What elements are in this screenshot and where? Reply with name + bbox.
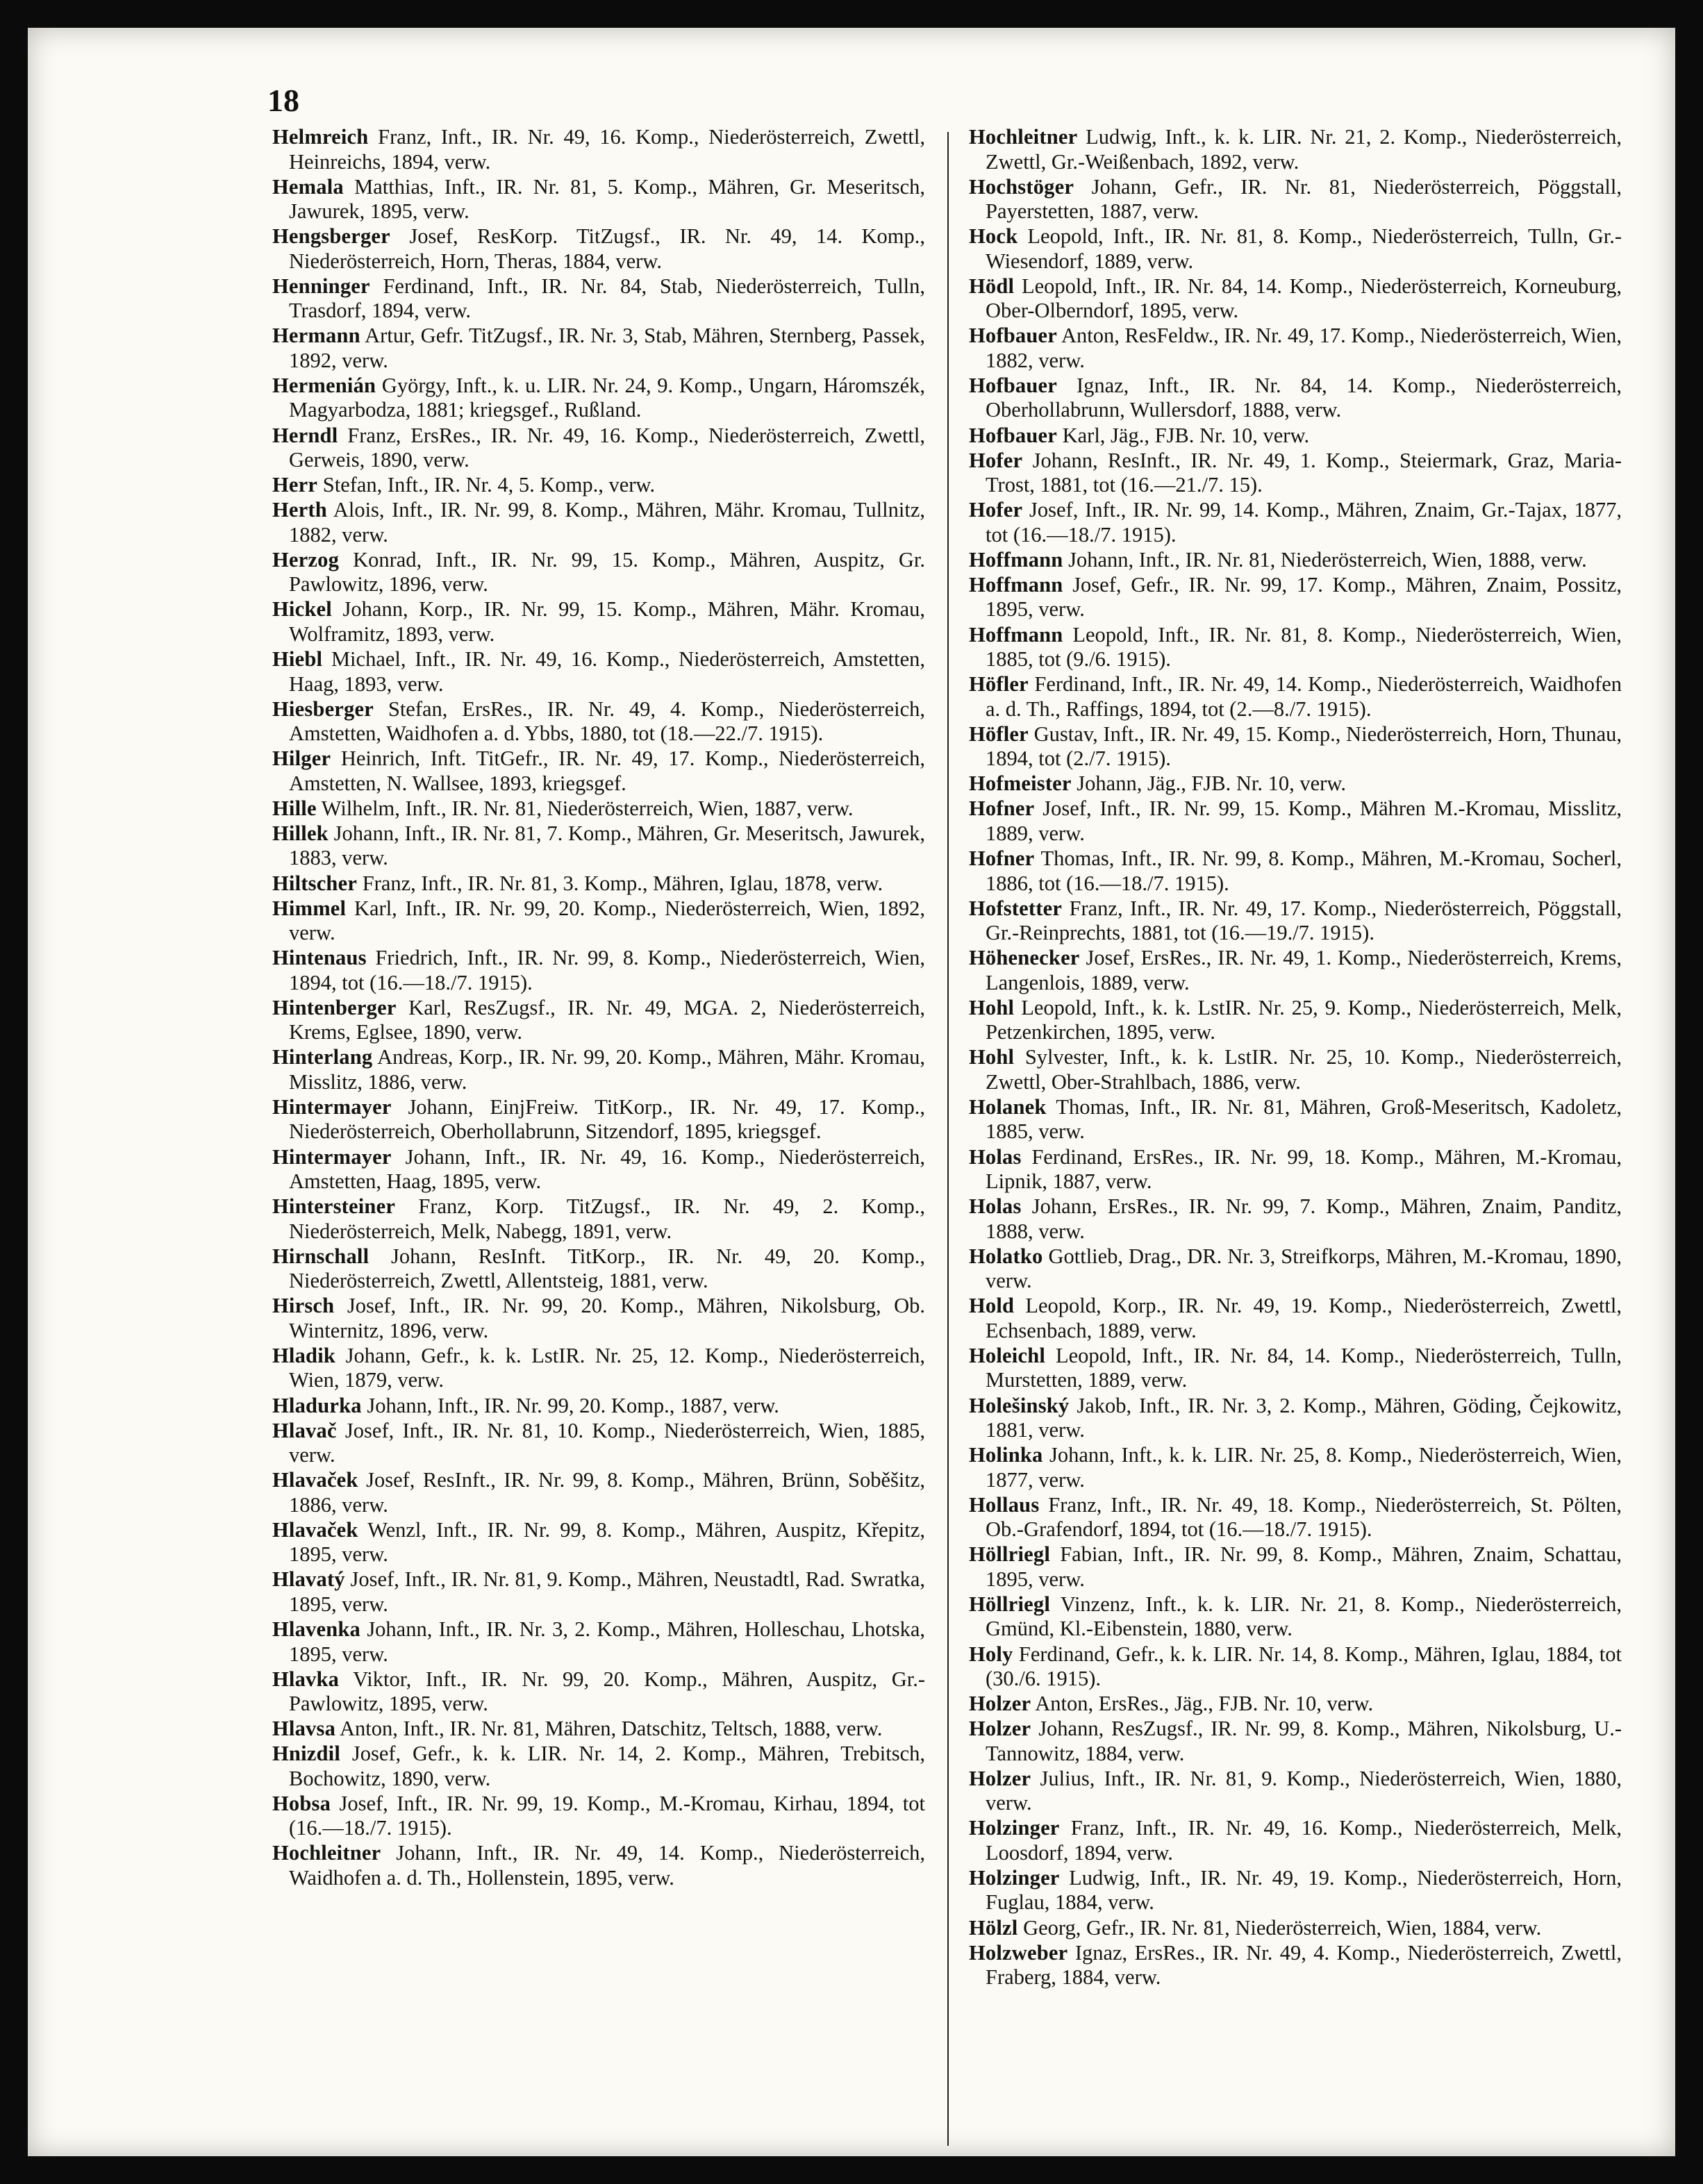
entry-name: Hödl [969, 274, 1015, 298]
entry-details: Stefan, ErsRes., IR. Nr. 49, 4. Komp., Niederösterreich, Amstetten, Waidhofen a. d. Ybbs, 1880, tot (18.—22./7. 1915). [289, 697, 925, 746]
entry [272, 747, 925, 796]
entry-name: Holzinger [969, 1816, 1060, 1840]
entry-details: Franz, Inft., IR. Nr. 49, 16. Komp., Niederösterreich, Melk, Loosdorf, 1894, verw. [986, 1816, 1622, 1865]
entry [969, 175, 1622, 224]
entry-details: Konrad, Inft., IR. Nr. 99, 15. Komp., Mähren, Auspitz, Gr. Pawlowitz, 1896, verw. [289, 547, 925, 597]
entry-name: Himmel [272, 896, 347, 920]
entry [272, 1194, 925, 1244]
entry-name: Hengsberger [272, 224, 390, 249]
entry-name: Höllriegl [969, 1592, 1050, 1616]
column-divider [947, 132, 949, 2146]
entry-details: Viktor, Inft., IR. Nr. 99, 20. Komp., Mähren, Auspitz, Gr.-Pawlowitz, 1895, verw. [289, 1667, 925, 1716]
entry-name: Hobsa [272, 1791, 331, 1815]
entry-details: Karl, Inft., IR. Nr. 99, 20. Komp., Niederösterreich, Wien, 1892, verw. [289, 896, 926, 945]
entry-details: Ludwig, Inft., k. k. LIR. Nr. 21, 2. Komp., Niederösterreich, Zwettl, Gr.-Weißenbach, 1892, verw. [986, 125, 1622, 174]
entry-details: Friedrich, Inft., IR. Nr. 99, 8. Komp., Niederösterreich, Wien, 1894, tot (16.—18./7. 1915). [289, 946, 926, 994]
entry-details: Franz, ErsRes., IR. Nr. 49, 16. Komp., Niederösterreich, Zwettl, Gerweis, 1890, verw. [289, 423, 925, 472]
entry-name: Hollaus [969, 1492, 1040, 1517]
entry-name: Holy [969, 1642, 1013, 1666]
entry-details: Johann, Korp., IR. Nr. 99, 15. Komp., Mähren, Mähr. Kromau, Wolframitz, 1893, verw. [289, 597, 926, 646]
entry [969, 1816, 1622, 1865]
entry-name: Hlavaček [272, 1468, 358, 1492]
entry-details: Johann, ErsRes., IR. Nr. 99, 7. Komp., Mähren, Znaim, Panditz, 1888, verw. [986, 1194, 1622, 1243]
entry-details: Johann, ResInft. TitKorp., IR. Nr. 49, 20. Komp., Niederösterreich, Zwettl, Allentsteig, 1881, verw. [289, 1244, 926, 1293]
document-page [28, 28, 1675, 2156]
entry-details: Johann, Inft., IR. Nr. 3, 2. Komp., Mähren, Holleschau, Lhotska, 1895, verw. [289, 1617, 925, 1666]
entry-name: Hintermayer [272, 1144, 392, 1169]
entry-name: Hickel [272, 597, 332, 622]
entry [272, 1567, 925, 1617]
entry [272, 1518, 925, 1567]
entry-name: Hölzl [969, 1915, 1018, 1940]
entry [272, 473, 925, 498]
entry-details: Julius, Inft., IR. Nr. 81, 9. Komp., Niederösterreich, Wien, 1880, verw. [986, 1766, 1622, 1815]
entry-name: Henninger [272, 274, 370, 298]
entry-details: Johann, Gefr., k. k. LstIR. Nr. 25, 12. Komp., Niederösterreich, Wien, 1879, verw. [289, 1343, 925, 1392]
entry [969, 1717, 1622, 1766]
entry-details: Josef, Inft., IR. Nr. 99, 14. Komp., Mähren, Znaim, Gr.-Tajax, 1877, tot (16.—18./7. 1915). [986, 498, 1622, 547]
entry-name: Hofstetter [969, 896, 1063, 920]
entry [272, 822, 925, 871]
entry [272, 1667, 925, 1717]
entry-name: Hofbauer [969, 373, 1057, 397]
entry-details: Ferdinand, Inft., IR. Nr. 49, 14. Komp., Niederösterreich, Waidhofen a. d. Th., Raffings, 1894, tot (2.—8./7. 1915). [986, 672, 1622, 721]
entry [272, 1792, 925, 1841]
entry-details: Josef, Gefr., IR. Nr. 99, 17. Komp., Mähren, Znaim, Possitz, 1895, verw. [986, 572, 1622, 622]
entry [969, 847, 1622, 896]
entry [272, 1294, 925, 1343]
entry [969, 1767, 1622, 1816]
entry [272, 697, 925, 747]
entry-details: Sylvester, Inft., k. k. LstIR. Nr. 25, 10. Komp., Niederösterreich, Zwettl, Ober-Strahlbach, 1886, verw. [986, 1045, 1622, 1094]
entry-details: Ferdinand, Gefr., k. k. LIR. Nr. 14, 8. Komp., Mähren, Iglau, 1884, tot (30./6. 1915). [986, 1642, 1622, 1690]
entry-name: Holas [969, 1194, 1022, 1219]
entry [272, 1717, 925, 1742]
entry-details: Josef, Inft., IR. Nr. 81, 9. Komp., Mähren, Neustadtl, Rad. Swratka, 1895, verw. [289, 1567, 925, 1616]
entry-details: Josef, Inft., IR. Nr. 99, 15. Komp., Mähren M.-Kromau, Misslitz, 1889, verw. [986, 797, 1622, 845]
entry [969, 1394, 1622, 1443]
entry-details: György, Inft., k. u. LIR. Nr. 24, 9. Komp., Ungarn, Háromszék, Magyarbodza, 1881; kriegsgef., Rußland. [289, 373, 925, 422]
entry-name: Höhenecker [969, 946, 1080, 970]
entry [969, 1642, 1622, 1692]
entry-details: Karl, Jäg., FJB. Nr. 10, verw. [1062, 423, 1310, 447]
entry-details: Franz, Inft., IR. Nr. 81, 3. Komp., Mähren, Iglau, 1878, verw. [362, 871, 883, 895]
entry-name: Hohl [969, 995, 1015, 1019]
entry [272, 797, 925, 822]
entry-details: Vinzenz, Inft., k. k. LIR. Nr. 21, 8. Komp., Niederösterreich, Gmünd, Kl.-Eibenstein, 1880, verw. [986, 1592, 1622, 1641]
entry [969, 946, 1622, 995]
right-column [969, 125, 1622, 1990]
entry-name: Hofner [969, 797, 1035, 821]
entry [969, 125, 1622, 174]
entry [272, 1095, 925, 1144]
entry [272, 274, 925, 324]
entry-details: Franz, Inft., IR. Nr. 49, 18. Komp., Niederösterreich, St. Pölten, Ob.-Grafendorf, 1894, tot (16.—18./7. 1915). [986, 1492, 1622, 1542]
entry-name: Helmreich [272, 125, 369, 149]
entry-details: Johann, Gefr., IR. Nr. 81, Niederösterreich, Pöggstall, Payerstetten, 1887, verw. [986, 174, 1622, 224]
entry-name: Hlavač [272, 1418, 337, 1442]
entry-name: Hlavatý [272, 1567, 345, 1592]
entry-name: Hofer [969, 448, 1023, 472]
entry-details: Josef, Inft., IR. Nr. 99, 19. Komp., M.-Kromau, Kirhau, 1894, tot (16.—18./7. 1915). [289, 1791, 925, 1840]
entry [272, 946, 925, 995]
entry-details: Andreas, Korp., IR. Nr. 99, 20. Komp., Mähren, Mähr. Kromau, Misslitz, 1886, verw. [289, 1045, 925, 1094]
entry-details: Josef, Inft., IR. Nr. 99, 20. Komp., Mähren, Nikolsburg, Ob. Winternitz, 1896, verw. [289, 1294, 926, 1342]
entry [272, 1394, 925, 1419]
entry-name: Hofer [969, 498, 1023, 522]
entry-details: Fabian, Inft., IR. Nr. 99, 8. Komp., Mähren, Znaim, Schattau, 1895, verw. [986, 1542, 1622, 1591]
entry-name: Hochstöger [969, 174, 1074, 199]
entry-details: Leopold, Inft., IR. Nr. 81, 8. Komp., Niederösterreich, Wien, 1885, tot (9./6. 1915). [986, 622, 1622, 672]
entry [969, 424, 1622, 449]
entry-details: Heinrich, Inft. TitGefr., IR. Nr. 49, 17. Komp., Niederösterreich, Amstetten, N. Wallsee, 1893, kriegsgef. [289, 747, 925, 795]
entry-details: Jakob, Inft., IR. Nr. 3, 2. Komp., Mähren, Göding, Čejkowitz, 1881, verw. [986, 1393, 1622, 1442]
entry [969, 1145, 1622, 1194]
entry [272, 324, 925, 373]
entry-name: Hermann [272, 324, 360, 348]
entry-name: Hlavsa [272, 1717, 336, 1741]
entry [969, 548, 1622, 573]
entry-details: Anton, ErsRes., Jäg., FJB. Nr. 10, verw. [1035, 1692, 1374, 1716]
entry-name: Höllriegl [969, 1542, 1050, 1567]
entry [969, 573, 1622, 622]
entry [272, 647, 925, 697]
entry [969, 623, 1622, 672]
entry-name: Hirnschall [272, 1244, 369, 1268]
entry-name: Hoffmann [969, 547, 1063, 572]
entry-details: Johann, ResInft., IR. Nr. 49, 1. Komp., Steiermark, Graz, Maria-Trost, 1881, tot (16.—21./7. 15). [986, 448, 1622, 497]
entry-details: Johann, Jäg., FJB. Nr. 10, verw. [1077, 772, 1347, 796]
entry-details: Josef, Inft., IR. Nr. 81, 10. Komp., Niederösterreich, Wien, 1885, verw. [289, 1418, 925, 1467]
entry-name: Herr [272, 473, 318, 497]
entry-name: Holatko [969, 1244, 1043, 1268]
entry-details: Josef, ResKorp. TitZugsf., IR. Nr. 49, 14. Komp., Niederösterreich, Horn, Theras, 1884, verw. [289, 224, 925, 273]
entry [969, 1916, 1622, 1941]
entry [272, 548, 925, 597]
entry-details: Matthias, Inft., IR. Nr. 81, 5. Komp., Mähren, Gr. Meseritsch, Jawurek, 1895, verw. [289, 174, 926, 224]
entry [969, 1244, 1622, 1294]
entry [969, 324, 1622, 373]
entry-details: Leopold, Inft., IR. Nr. 81, 8. Komp., Niederösterreich, Tulln, Gr.-Wiesendorf, 1889, verw. [986, 224, 1622, 273]
entry [272, 1617, 925, 1667]
page-number: 18 [267, 83, 299, 118]
entry [969, 1692, 1622, 1717]
entry [272, 597, 925, 647]
entry-details: Josef, Gefr., k. k. LIR. Nr. 14, 2. Komp., Mähren, Trebitsch, Bochowitz, 1890, verw. [289, 1742, 925, 1790]
entry-details: Johann, ResZugsf., IR. Nr. 99, 8. Komp., Mähren, Nikolsburg, U.-Tannowitz, 1884, verw. [986, 1717, 1622, 1765]
entry-details: Ignaz, ErsRes., IR. Nr. 49, 4. Komp., Niederösterreich, Zwettl, Fraberg, 1884, verw. [986, 1940, 1622, 1990]
entry [272, 1419, 925, 1468]
entry [272, 1742, 925, 1791]
entry-details: Gustav, Inft., IR. Nr. 49, 15. Komp., Niederösterreich, Horn, Thunau, 1894, tot (2./7. 1915). [986, 722, 1622, 771]
entry [272, 175, 925, 224]
left-column [272, 125, 925, 1891]
entry-details: Ignaz, Inft., IR. Nr. 84, 14. Komp., Niederösterreich, Oberhollabrunn, Wullersdorf, 1888, verw. [986, 373, 1622, 422]
entry [969, 1941, 1622, 1990]
entry-details: Johann, Inft., k. k. LIR. Nr. 25, 8. Komp., Niederösterreich, Wien, 1877, verw. [986, 1443, 1622, 1492]
entry [272, 1045, 925, 1094]
entry [272, 872, 925, 897]
entry [969, 1344, 1622, 1393]
entry-details: Johann, Inft., IR. Nr. 49, 14. Komp., Niederösterreich, Waidhofen a. d. Th., Hollenstein, 1895, verw. [289, 1841, 926, 1890]
entry [272, 498, 925, 547]
entry-details: Thomas, Inft., IR. Nr. 99, 8. Komp., Mähren, M.-Kromau, Socherl, 1886, tot (16.—18./7. 1915). [986, 847, 1622, 895]
entry [969, 1493, 1622, 1542]
entry [272, 125, 925, 174]
entry-name: Hinterlang [272, 1045, 373, 1069]
entry-name: Hladik [272, 1343, 336, 1367]
entry-details: Johann, Inft., IR. Nr. 81, 7. Komp., Mähren, Gr. Meseritsch, Jawurek, 1883, verw. [289, 821, 925, 870]
entry-name: Holinka [969, 1443, 1043, 1467]
entry-details: Josef, ResInft., IR. Nr. 99, 8. Komp., Mähren, Brünn, Soběšitz, 1886, verw. [289, 1468, 925, 1517]
entry-details: Artur, Gefr. TitZugsf., IR. Nr. 3, Stab, Mähren, Sternberg, Passek, 1892, verw. [289, 324, 925, 372]
entry-details: Ferdinand, ErsRes., IR. Nr. 99, 18. Komp., Mähren, M.-Kromau, Lipnik, 1887, verw. [986, 1144, 1622, 1194]
entry [969, 1866, 1622, 1915]
entry-name: Höfler [969, 672, 1029, 697]
entry [969, 449, 1622, 498]
entry-name: Holzweber [969, 1940, 1068, 1965]
entry [969, 1045, 1622, 1094]
entry [969, 1592, 1622, 1642]
entry-name: Holešinský [969, 1393, 1070, 1417]
entry [272, 224, 925, 274]
entry-details: Leopold, Inft., IR. Nr. 84, 14. Komp., Niederösterreich, Tulln, Murstetten, 1889, verw. [986, 1343, 1622, 1392]
entry-details: Johann, EinjFreiw. TitKorp., IR. Nr. 49, 17. Komp., Niederösterreich, Oberhollabrunn, Sitzendorf, 1895, kriegsgef. [289, 1094, 925, 1144]
entry-name: Hintenberger [272, 995, 397, 1019]
entry-name: Hilger [272, 747, 331, 771]
entry-name: Hlavaček [272, 1517, 358, 1542]
entry [272, 1841, 925, 1890]
entry-name: Hermenián [272, 373, 376, 397]
entry-details: Ferdinand, Inft., IR. Nr. 84, Stab, Niederösterreich, Tulln, Trasdorf, 1894, verw. [289, 274, 926, 323]
entry-name: Hoffmann [969, 572, 1063, 597]
entry-name: Hintenaus [272, 946, 367, 970]
entry-details: Leopold, Inft., k. k. LstIR. Nr. 25, 9. Komp., Niederösterreich, Melk, Petzenkirchen, 1895, verw. [986, 995, 1622, 1044]
entry-name: Hemala [272, 174, 344, 199]
entry-name: Hohl [969, 1045, 1015, 1069]
entry [272, 996, 925, 1045]
entry-details: Wilhelm, Inft., IR. Nr. 81, Niederösterreich, Wien, 1887, verw. [321, 796, 854, 820]
entry [272, 1468, 925, 1517]
entry-details: Georg, Gefr., IR. Nr. 81, Niederösterreich, Wien, 1884, verw. [1023, 1915, 1542, 1940]
entry [969, 1095, 1622, 1144]
entry-details: Alois, Inft., IR. Nr. 99, 8. Komp., Mähren, Mähr. Kromau, Tullnitz, 1882, verw. [289, 498, 925, 547]
entry-details: Wenzl, Inft., IR. Nr. 99, 8. Komp., Mähren, Auspitz, Křepitz, 1895, verw. [289, 1517, 926, 1567]
entry-name: Hofmeister [969, 772, 1072, 796]
entry [969, 274, 1622, 324]
entry-details: Michael, Inft., IR. Nr. 49, 16. Komp., Niederösterreich, Amstetten, Haag, 1893, verw. [289, 647, 926, 696]
entry [969, 996, 1622, 1045]
entry-name: Hintersteiner [272, 1194, 396, 1219]
entry-details: Johann, Inft., IR. Nr. 49, 16. Komp., Niederösterreich, Amstetten, Haag, 1895, verw. [289, 1144, 925, 1194]
entry-name: Hiltscher [272, 871, 358, 895]
entry-name: Holeichl [969, 1343, 1046, 1367]
entry-details: Leopold, Inft., IR. Nr. 84, 14. Komp., Niederösterreich, Korneuburg, Ober-Olberndorf, 1895, verw. [986, 274, 1622, 323]
entry-name: Hlavenka [272, 1617, 361, 1641]
entry-name: Hochleitner [272, 1841, 381, 1865]
entry [272, 424, 925, 473]
entry [272, 1344, 925, 1393]
entry [969, 498, 1622, 547]
entry-details: Karl, ResZugsf., IR. Nr. 49, MGA. 2, Niederösterreich, Krems, Eglsee, 1890, verw. [289, 995, 926, 1044]
entry [969, 1194, 1622, 1244]
entry-name: Holzer [969, 1717, 1031, 1741]
entry-name: Hofbauer [969, 423, 1057, 447]
entry-details: Anton, ResFeldw., IR. Nr. 49, 17. Komp., Niederösterreich, Wien, 1882, verw. [986, 324, 1622, 372]
entry [969, 722, 1622, 772]
entry [969, 797, 1622, 846]
entry-details: Leopold, Korp., IR. Nr. 49, 19. Komp., Niederösterreich, Zwettl, Echsenbach, 1889, verw. [986, 1294, 1622, 1342]
entry-name: Hofner [969, 847, 1035, 870]
entry [272, 897, 925, 946]
entry-name: Holas [969, 1144, 1022, 1169]
entry [969, 374, 1622, 423]
entry-name: Hiesberger [272, 697, 374, 721]
entry-name: Hintermayer [272, 1094, 392, 1119]
entry-details: Ludwig, Inft., IR. Nr. 49, 19. Komp., Niederösterreich, Horn, Fuglau, 1884, verw. [986, 1865, 1622, 1915]
entry [272, 1145, 925, 1194]
entry-details: Franz, Korp. TitZugsf., IR. Nr. 49, 2. Komp., Niederösterreich, Melk, Nabegg, 1891, verw. [289, 1194, 925, 1243]
entry-name: Herndl [272, 423, 338, 447]
entry-name: Herzog [272, 547, 340, 572]
entry [969, 224, 1622, 274]
entry-details: Thomas, Inft., IR. Nr. 81, Mähren, Groß-Meseritsch, Kadoletz, 1885, verw. [986, 1094, 1622, 1144]
entry-name: Hold [969, 1294, 1015, 1318]
entry-name: Hochleitner [969, 125, 1078, 149]
entry-name: Hock [969, 224, 1018, 249]
entry-details: Johann, Inft., IR. Nr. 99, 20. Komp., 1887, verw. [367, 1393, 779, 1417]
entry-name: Holzinger [969, 1865, 1060, 1890]
entry-name: Hillek [272, 821, 329, 845]
entry [969, 672, 1622, 722]
entry [969, 1443, 1622, 1492]
entry-details: Josef, ErsRes., IR. Nr. 49, 1. Komp., Niederösterreich, Krems, Langenlois, 1889, verw. [986, 946, 1622, 994]
entry [969, 772, 1622, 797]
entry-details: Johann, Inft., IR. Nr. 81, Niederösterreich, Wien, 1888, verw. [1068, 547, 1587, 572]
entry-name: Hladurka [272, 1393, 362, 1417]
entry-name: Hofbauer [969, 324, 1057, 348]
entry-name: Hille [272, 796, 317, 820]
entry [969, 897, 1622, 946]
entry-name: Höfler [969, 722, 1029, 746]
entry-name: Holanek [969, 1094, 1047, 1119]
entry-name: Holzer [969, 1692, 1031, 1716]
entry [969, 1294, 1622, 1343]
entry-name: Herth [272, 498, 327, 522]
entry-details: Gottlieb, Drag., DR. Nr. 3, Streifkorps, Mähren, M.-Kromau, 1890, verw. [986, 1244, 1622, 1293]
entry-name: Holzer [969, 1766, 1031, 1790]
entry-name: Hlavka [272, 1667, 340, 1691]
entry [272, 1244, 925, 1294]
entry-name: Hirsch [272, 1294, 335, 1318]
entry-name: Hiebl [272, 647, 323, 672]
entry-details: Franz, Inft., IR. Nr. 49, 17. Komp., Niederösterreich, Pöggstall, Gr.-Reinprechts, 1881, tot (16.—19./7. 1915). [986, 896, 1622, 945]
entry [969, 1542, 1622, 1592]
entry-name: Hoffmann [969, 622, 1063, 647]
entry-details: Franz, Inft., IR. Nr. 49, 16. Komp., Niederösterreich, Zwettl, Heinreichs, 1894, verw. [289, 125, 926, 174]
entry-name: Hnizdil [272, 1742, 341, 1766]
entry-details: Stefan, Inft., IR. Nr. 4, 5. Komp., verw. [322, 473, 656, 497]
entry [272, 374, 925, 423]
entry-details: Anton, Inft., IR. Nr. 81, Mähren, Datschitz, Teltsch, 1888, verw. [339, 1717, 883, 1741]
